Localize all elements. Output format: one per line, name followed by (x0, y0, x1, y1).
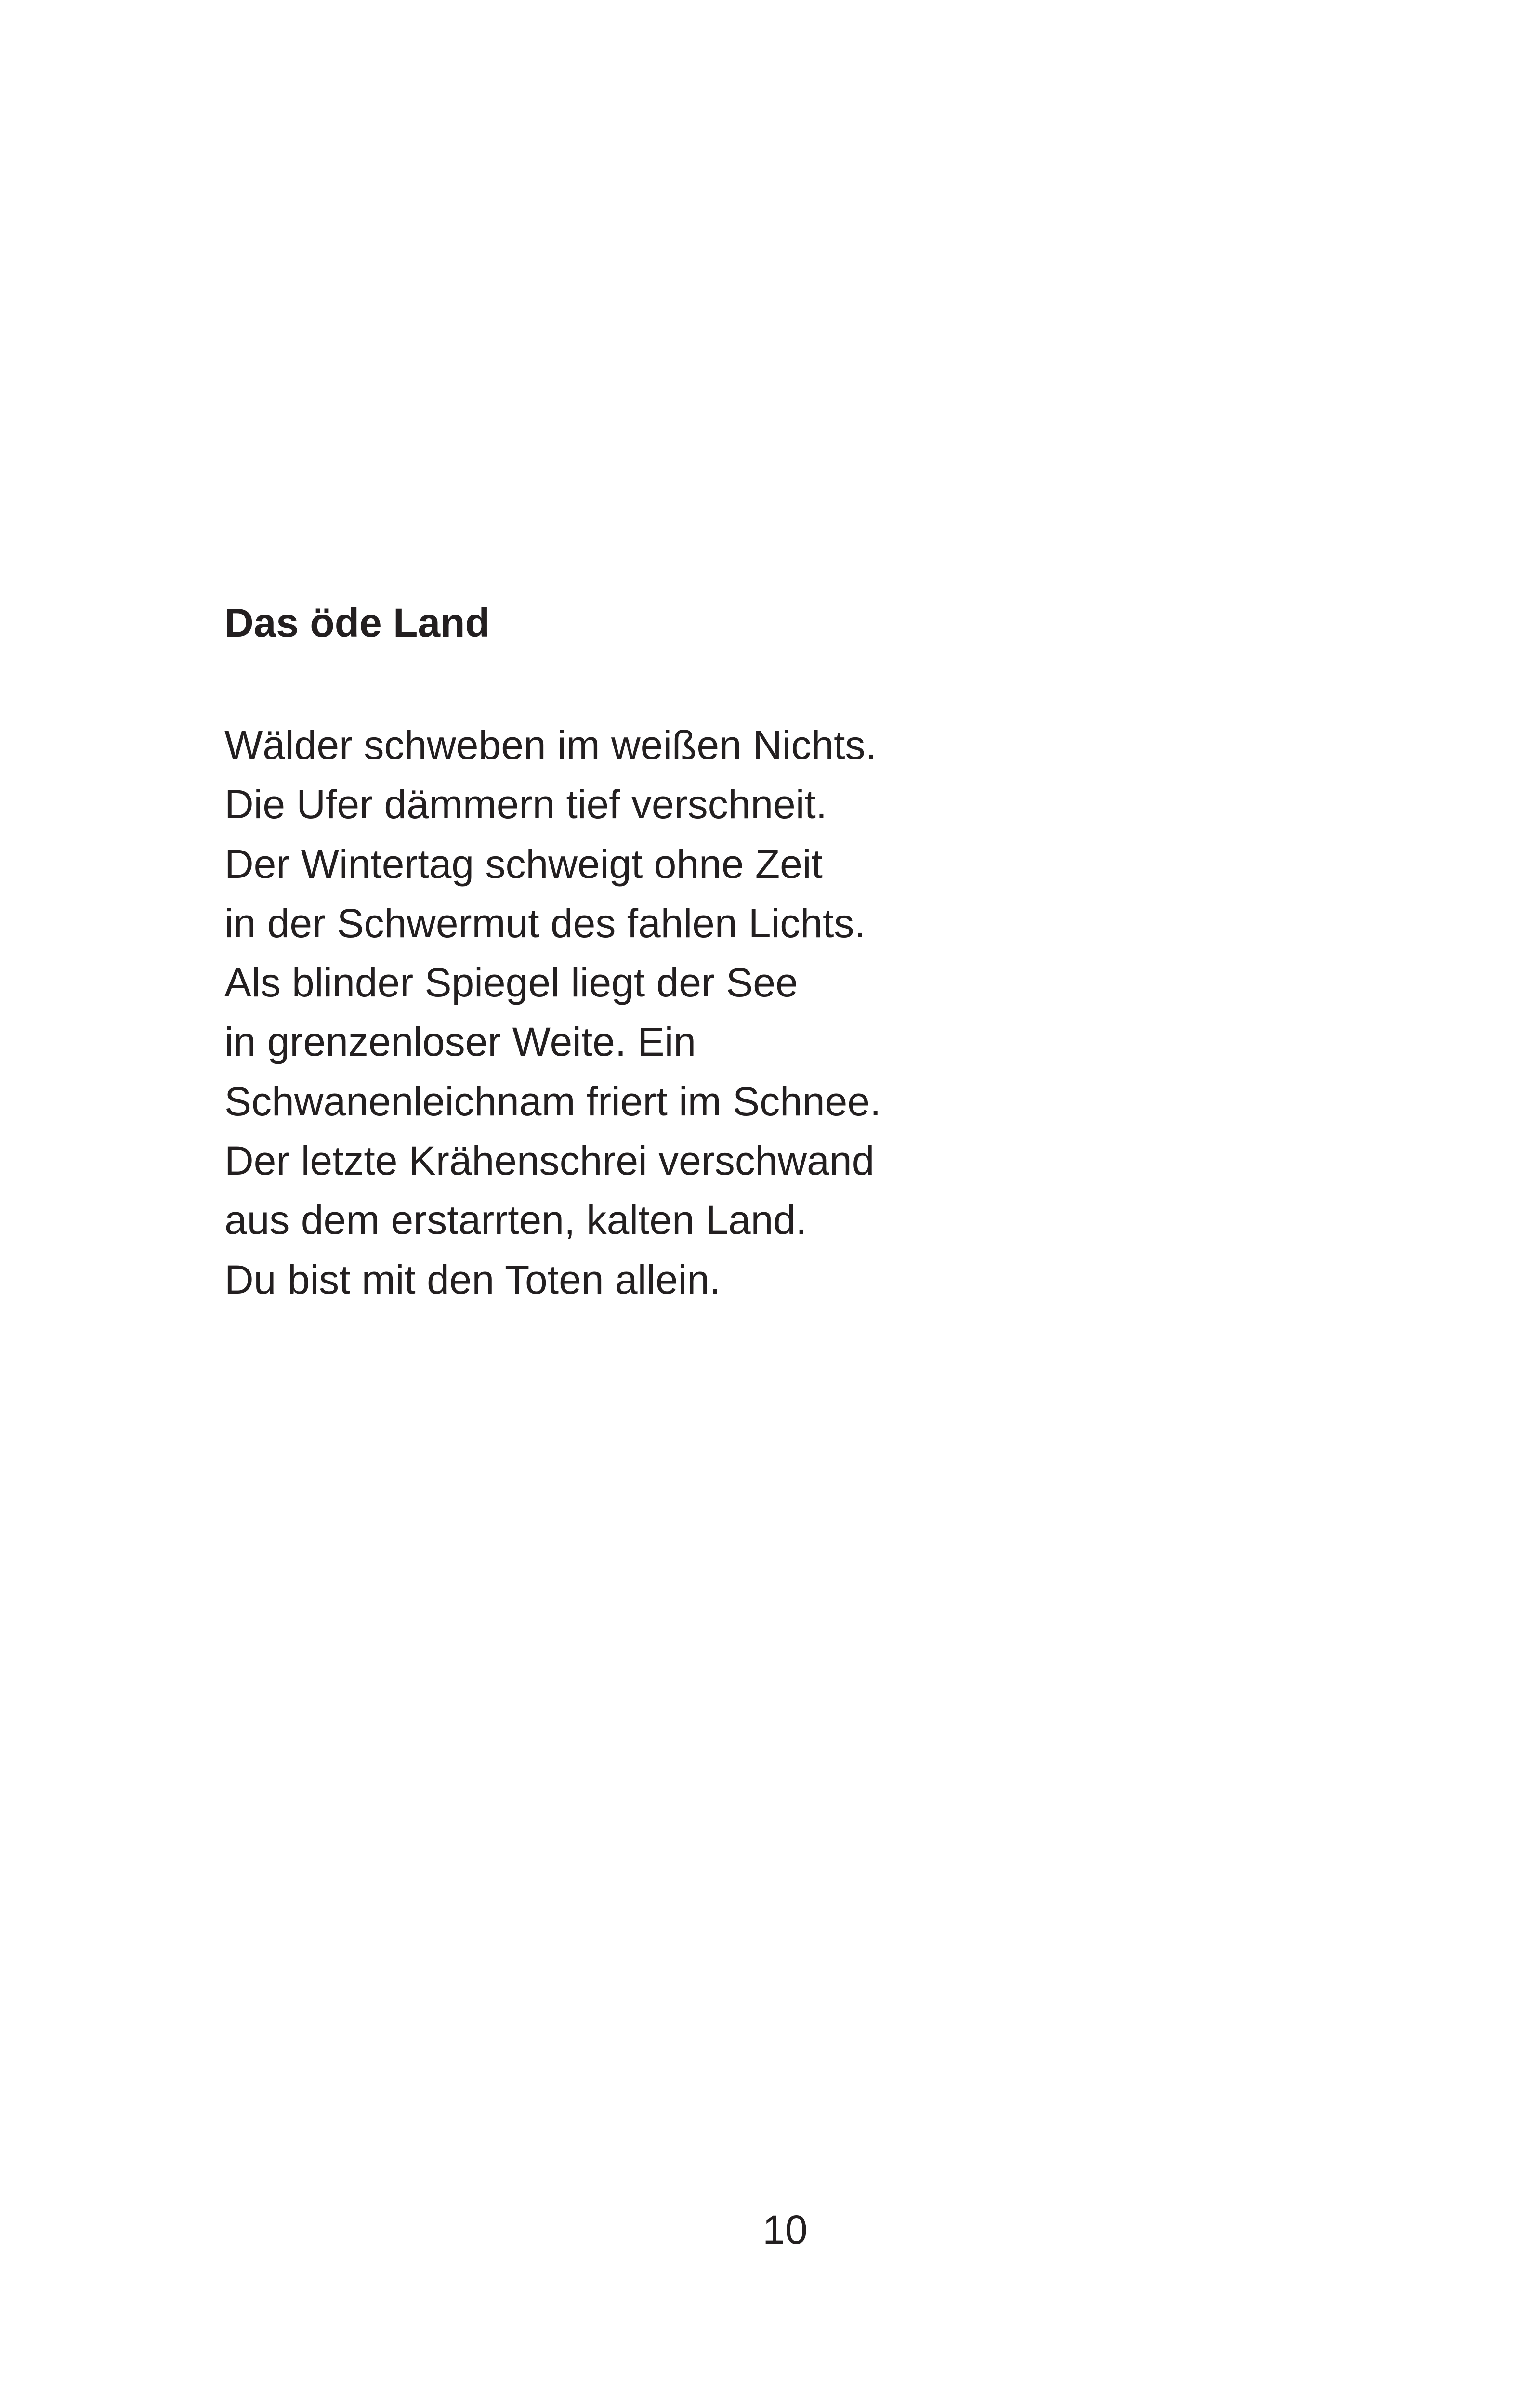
poem-line: Du bist mit den Toten allein. (224, 1256, 721, 1302)
poem-line: Der letzte Krähenschrei verschwand (224, 1138, 875, 1184)
poem (224, 596, 1332, 1309)
poem-line: in grenzenloser Weite. Ein (224, 1019, 696, 1065)
poem-line: Der Wintertag schweigt ohne Zeit (224, 841, 823, 887)
poem-title: Das öde Land (224, 600, 490, 645)
page-number: 10 (762, 2207, 808, 2252)
poem-stanza (224, 716, 1332, 1309)
poem-line: aus dem erstarrten, kalten Land. (224, 1197, 807, 1243)
poem-line: Die Ufer dämmern tief verschneit. (224, 782, 827, 827)
poem-line: Schwanenleichnam friert im Schnee. (224, 1078, 881, 1124)
poem-line: Als blinder Spiegel liegt der See (224, 960, 798, 1006)
poem-line: in der Schwermut des fahlen Lichts. (224, 900, 866, 946)
poem-line: Wälder schweben im weißen Nichts. (224, 722, 877, 768)
